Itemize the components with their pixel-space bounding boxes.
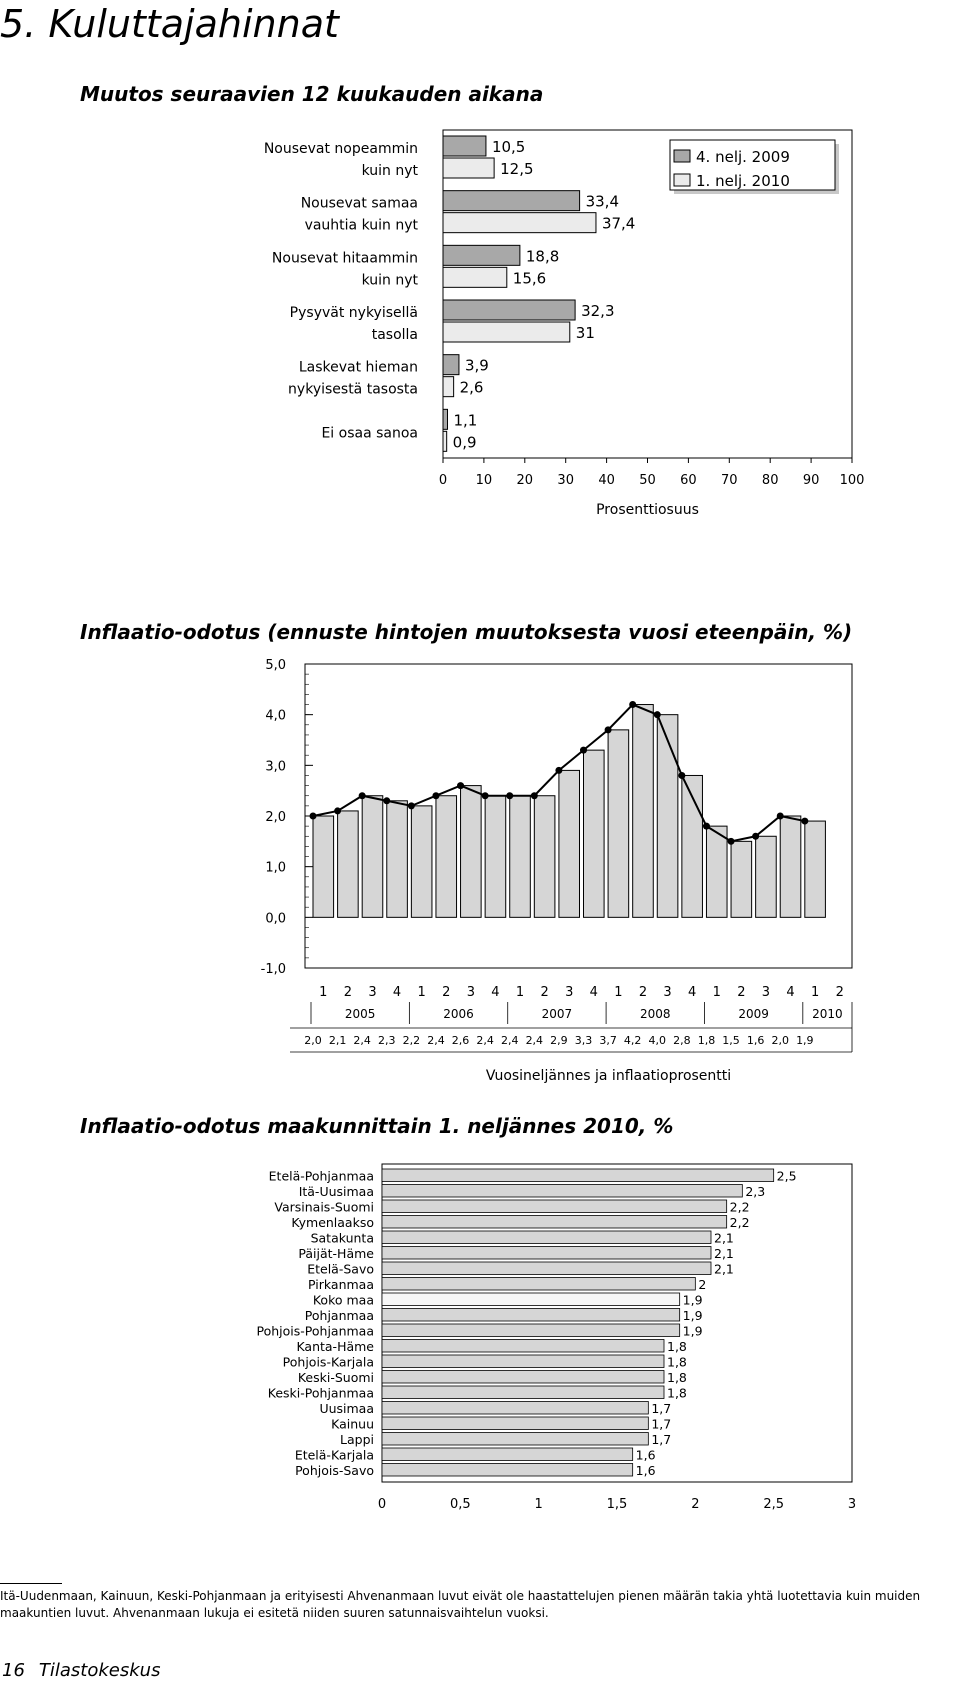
- quarter-label: 2: [540, 985, 549, 1000]
- data-label: 1,8: [667, 1354, 687, 1370]
- data-label: 32,3: [581, 302, 615, 320]
- value-label: 2,3: [378, 1034, 396, 1047]
- line-point: [432, 792, 439, 799]
- bar: [436, 796, 457, 918]
- data-label: 1,9: [682, 1292, 703, 1308]
- data-label: 37,4: [601, 214, 636, 233]
- legend-swatch: [674, 150, 690, 162]
- region-label: Etelä-Savo: [307, 1261, 374, 1277]
- page-heading: 5. Kuluttajahinnat: [0, 2, 339, 46]
- category-label: Laskevat hieman: [298, 359, 418, 376]
- bar: [443, 300, 575, 320]
- inflation-expectation-chart: [0, 650, 960, 1084]
- chart1-title: Muutos seuraavien 12 kuukauden aikana: [80, 82, 544, 106]
- y-tick-label: 4,0: [265, 708, 286, 724]
- quarter-label: 4: [589, 985, 598, 1000]
- quarter-label: 2: [737, 985, 746, 1000]
- bar: [382, 1216, 727, 1229]
- bar: [633, 705, 654, 918]
- data-label: 33,4: [585, 192, 620, 211]
- x-tick-label: 3: [847, 1497, 857, 1512]
- line-point: [334, 807, 341, 814]
- category-label: Nousevat hitaammin: [271, 250, 418, 267]
- region-label: Pohjanmaa: [304, 1308, 374, 1323]
- bar: [382, 1293, 680, 1306]
- y-tick-label: -1,0: [260, 962, 286, 977]
- value-label: 2,4: [500, 1034, 519, 1047]
- value-label: 1,9: [796, 1034, 814, 1047]
- bar: [382, 1231, 711, 1244]
- value-label: 4,0: [648, 1034, 667, 1047]
- line-point: [703, 823, 710, 830]
- page-number: 16: [2, 1660, 25, 1681]
- data-label: 1,8: [667, 1385, 687, 1401]
- value-label: 1,8: [697, 1034, 716, 1047]
- data-label: 1,1: [453, 411, 478, 430]
- bar: [780, 816, 801, 917]
- x-tick-label: 90: [802, 473, 820, 488]
- data-label: 12,5: [500, 160, 534, 178]
- data-label: 1,7: [651, 1432, 672, 1447]
- x-tick-label: 70: [721, 473, 738, 488]
- line-point: [383, 797, 390, 804]
- line-point: [555, 767, 562, 774]
- bar: [382, 1169, 774, 1182]
- data-label: 2,1: [714, 1246, 734, 1261]
- region-label: Etelä-Karjala: [294, 1447, 374, 1463]
- value-label: 1,6: [746, 1034, 765, 1047]
- region-label: Kymenlaakso: [291, 1215, 374, 1230]
- quarter-label: 3: [761, 985, 771, 1000]
- region-label: Pirkanmaa: [308, 1277, 374, 1292]
- data-label: 1,9: [682, 1323, 703, 1339]
- publisher-name: Tilastokeskus: [38, 1660, 161, 1681]
- regional-inflation-chart: [0, 1150, 960, 1530]
- data-label: 10,5: [491, 138, 526, 156]
- footnote: Itä-Uudenmaan, Kainuun, Keski-Pohjanmaan ja erityisesti Ahvenanmaan luvut eivät ole haastattelujen pienen määrän takia yhtä luotettavia kuin muiden maakuntien luvut. Ahvenanmaan lukuja ei esitetä niiden suuren satunnaisvaihtelun vuoksi.: [0, 1589, 921, 1620]
- quarter-label: 3: [663, 985, 672, 1000]
- bar: [362, 796, 383, 918]
- quarter-label: 1: [614, 985, 623, 1000]
- line-point: [654, 711, 661, 718]
- quarter-label: 4: [392, 985, 402, 1000]
- data-label: 2,2: [729, 1199, 750, 1215]
- category-label: nykyisestä tasosta: [288, 381, 418, 398]
- bar: [584, 750, 605, 917]
- value-label: 4,2: [623, 1034, 642, 1047]
- quarter-label: 2: [835, 985, 844, 1000]
- data-label: 3,9: [464, 356, 489, 375]
- bar: [382, 1340, 664, 1353]
- region-label: Pohjois-Karjala: [282, 1354, 374, 1370]
- bar: [382, 1448, 633, 1461]
- bar: [382, 1433, 648, 1446]
- category-label: kuin nyt: [361, 272, 418, 289]
- legend-label: 1. nelj. 2010: [696, 172, 790, 190]
- line-point: [482, 792, 489, 799]
- value-label: 2,4: [525, 1034, 544, 1047]
- category-label: Ei osaa sanoa: [321, 425, 418, 442]
- bar: [382, 1386, 664, 1399]
- bar: [338, 811, 359, 917]
- quarter-label: 3: [565, 985, 574, 1000]
- line-point: [752, 833, 759, 840]
- value-label: 3,7: [599, 1034, 617, 1047]
- category-label: Nousevat nopeammin: [263, 141, 418, 157]
- category-label: Pysyvät nykyisellä: [289, 305, 418, 321]
- bar: [382, 1417, 648, 1430]
- line-point: [728, 838, 735, 845]
- line-point: [408, 802, 415, 809]
- region-label: Uusimaa: [319, 1401, 374, 1416]
- region-label: Pohjois-Savo: [295, 1463, 374, 1478]
- bar: [443, 213, 596, 233]
- bar: [443, 377, 454, 397]
- value-label: 2,8: [673, 1034, 691, 1047]
- bar: [443, 267, 507, 287]
- value-label: 2,2: [402, 1034, 421, 1047]
- bar: [559, 770, 580, 917]
- bar: [382, 1247, 711, 1260]
- data-label: 1,9: [682, 1308, 703, 1323]
- x-tick-label: 80: [761, 473, 779, 488]
- category-label: tasolla: [371, 327, 418, 343]
- year-label: 2007: [541, 1007, 573, 1021]
- quarter-label: 2: [638, 985, 648, 1000]
- bar: [443, 409, 447, 429]
- bar: [510, 796, 531, 918]
- data-label: 15,6: [512, 269, 547, 288]
- x-tick-label: 0,5: [449, 1497, 471, 1512]
- line-point: [359, 792, 366, 799]
- footnote-rule: [0, 1583, 62, 1584]
- value-label: 2,0: [771, 1034, 789, 1047]
- quarter-label: 4: [688, 985, 697, 1000]
- x-tick-label: 10: [475, 473, 493, 488]
- quarter-label: 3: [368, 985, 377, 1000]
- bar: [382, 1402, 648, 1415]
- data-label: 2,1: [714, 1261, 734, 1277]
- data-label: 2,1: [714, 1230, 734, 1246]
- bar: [382, 1464, 633, 1477]
- value-label: 1,5: [722, 1034, 740, 1047]
- line-point: [531, 792, 538, 799]
- bar: [382, 1309, 680, 1322]
- region-label: Kainuu: [331, 1416, 374, 1432]
- y-tick-label: 3,0: [265, 759, 286, 775]
- value-label: 2,0: [304, 1034, 322, 1047]
- year-label: 2005: [344, 1007, 376, 1021]
- x-tick-label: 1: [534, 1497, 543, 1512]
- bar: [411, 806, 432, 917]
- year-label: 2010: [812, 1007, 843, 1021]
- quarter-label: 3: [466, 985, 475, 1000]
- chart3-title: Inflaatio-odotus maakunnittain 1. neljännes 2010, %: [80, 1114, 674, 1138]
- region-label: Päijät-Häme: [298, 1246, 374, 1261]
- x-axis-label: Prosenttiosuus: [596, 502, 699, 518]
- quarter-label: 1: [417, 985, 426, 1000]
- data-label: 2,5: [776, 1168, 797, 1184]
- data-label: 1,8: [667, 1339, 687, 1354]
- value-label: 2,4: [353, 1034, 371, 1047]
- region-label: Itä-Uusimaa: [298, 1184, 374, 1199]
- bar: [485, 796, 506, 918]
- bar: [805, 821, 826, 917]
- data-label: 1,7: [651, 1416, 672, 1432]
- line-point: [457, 782, 464, 789]
- data-label: 2: [698, 1277, 707, 1292]
- quarter-label: 2: [442, 985, 451, 1000]
- category-label: vauhtia kuin nyt: [304, 217, 418, 234]
- data-label: 0,9: [452, 433, 477, 452]
- region-label: Etelä-Pohjanmaa: [268, 1168, 374, 1184]
- bar: [534, 796, 555, 918]
- line-point: [777, 813, 784, 820]
- bar: [608, 730, 629, 917]
- data-label: 1,7: [651, 1401, 672, 1416]
- region-label: Keski-Suomi: [297, 1370, 374, 1385]
- x-tick-label: 100: [839, 473, 865, 488]
- quarter-label: 4: [786, 985, 795, 1000]
- bar: [382, 1200, 727, 1213]
- value-label: 2,9: [550, 1034, 568, 1047]
- page-footer: [2, 1660, 160, 1681]
- region-label: Pohjois-Pohjanmaa: [256, 1323, 374, 1339]
- value-label: 3,3: [574, 1034, 593, 1047]
- value-label: 2,4: [476, 1034, 494, 1047]
- quarter-label: 1: [319, 985, 328, 1000]
- line-point: [310, 813, 317, 820]
- chart2-title: Inflaatio-odotus (ennuste hintojen muutoksesta vuosi eteenpäin, %): [80, 620, 853, 644]
- x-tick-label: 60: [680, 473, 697, 488]
- legend-swatch: [674, 174, 690, 186]
- bar: [443, 355, 459, 375]
- line-point: [506, 792, 513, 799]
- x-tick-label: 2: [691, 1497, 700, 1512]
- x-tick-label: 0: [377, 1497, 387, 1512]
- y-tick-label: 5,0: [265, 658, 286, 673]
- data-label: 18,8: [525, 247, 560, 266]
- line-point: [801, 818, 808, 825]
- bar: [382, 1324, 680, 1337]
- bar: [382, 1278, 695, 1291]
- x-tick-label: 0: [438, 473, 448, 488]
- bar: [443, 322, 570, 342]
- x-tick-label: 30: [557, 473, 574, 488]
- quarter-label: 2: [343, 985, 353, 1000]
- category-label: Nousevat samaa: [300, 195, 418, 212]
- y-tick-label: 1,0: [265, 860, 286, 876]
- data-label: 1,6: [635, 1447, 656, 1463]
- bar: [443, 431, 447, 451]
- line-point: [629, 701, 636, 708]
- data-label: 1,6: [635, 1463, 656, 1478]
- region-label: Koko maa: [312, 1292, 374, 1308]
- x-tick-label: 20: [516, 473, 534, 488]
- region-label: Satakunta: [310, 1230, 374, 1246]
- bar: [443, 245, 520, 265]
- x-tick-label: 2,5: [763, 1497, 785, 1512]
- bar: [756, 836, 777, 917]
- bar: [387, 801, 408, 918]
- region-label: Keski-Pohjanmaa: [267, 1385, 374, 1401]
- quarter-label: 1: [712, 985, 721, 1000]
- line-point: [678, 772, 685, 779]
- bar: [443, 191, 580, 211]
- quarter-label: 1: [515, 985, 525, 1000]
- line-point: [605, 726, 612, 733]
- change-expectation-chart: [0, 118, 960, 558]
- year-label: 2008: [639, 1007, 671, 1021]
- bar: [382, 1185, 742, 1198]
- bar: [313, 816, 334, 917]
- data-label: 31: [575, 324, 595, 342]
- bar: [382, 1262, 711, 1275]
- bar: [731, 841, 752, 917]
- bar: [461, 786, 482, 918]
- data-label: 2,6: [459, 378, 484, 397]
- x-tick-label: 40: [598, 473, 615, 488]
- data-label: 2,3: [745, 1184, 766, 1199]
- year-label: 2009: [738, 1007, 769, 1021]
- x-axis-label: Vuosineljännes ja inflaatioprosentti: [485, 1068, 732, 1084]
- bar: [382, 1371, 664, 1384]
- y-tick-label: 0,0: [265, 911, 286, 927]
- line-point: [580, 747, 587, 754]
- region-label: Lappi: [340, 1432, 374, 1447]
- bar: [443, 136, 486, 156]
- region-label: Varsinais-Suomi: [274, 1199, 374, 1215]
- data-label: 2,2: [729, 1215, 750, 1230]
- category-label: kuin nyt: [361, 163, 418, 179]
- quarter-label: 1: [810, 985, 820, 1000]
- value-label: 2,4: [427, 1034, 445, 1047]
- year-label: 2006: [443, 1007, 474, 1021]
- bar: [443, 158, 494, 178]
- x-tick-label: 50: [639, 473, 656, 488]
- quarter-label: 4: [491, 985, 500, 1000]
- data-label: 1,8: [667, 1370, 687, 1385]
- value-label: 2,1: [328, 1034, 347, 1047]
- value-label: 2,6: [451, 1034, 470, 1047]
- y-tick-label: 2,0: [265, 810, 286, 825]
- region-label: Kanta-Häme: [296, 1339, 374, 1354]
- bar: [706, 826, 727, 917]
- x-tick-label: 1,5: [606, 1497, 628, 1512]
- bar: [657, 715, 678, 918]
- legend-label: 4. nelj. 2009: [696, 148, 790, 166]
- bar: [382, 1355, 664, 1368]
